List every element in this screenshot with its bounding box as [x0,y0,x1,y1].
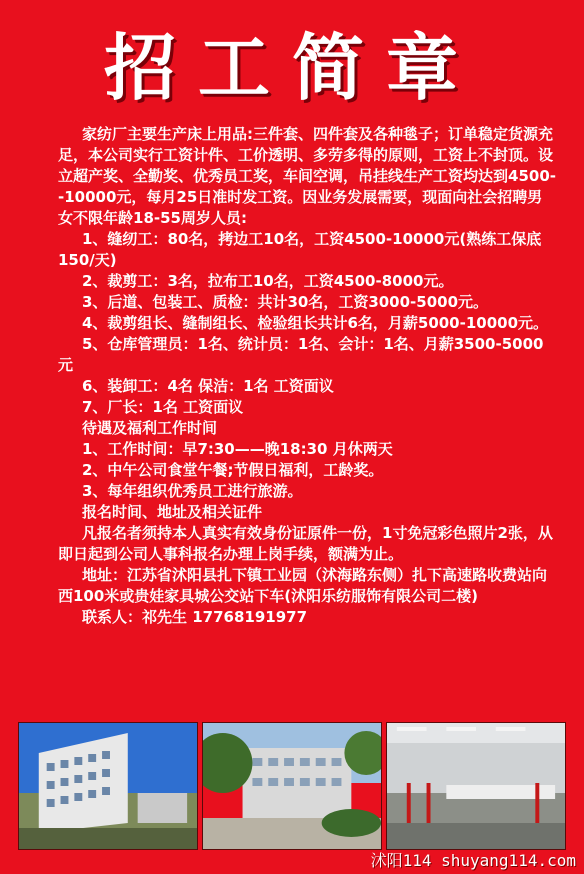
poster-title: 招工简章 [103,26,480,110]
apply-text: 凡报名者须持本人真实有效身份证原件一份，1寸免冠彩色照片2张，从即日起到公司人事科报名办理上岗手续，额满为止。 [58,524,553,563]
factory-yard-photo [202,722,382,850]
intro-paragraph: 家纺厂主要生产床上用品:三件套、四件套及各种毯子；订单稳定货源充足，本公司实行工资计件、工价透明、多劳多得的原则，工资上不封顶。设立超产奖、全勤奖、优秀员工奖，车间空调，吊挂线生产工资均达到4500--10000元，每月25日准时发工资。因业务发展需要，现面向社会招聘男女不限年龄18-55周岁人员: [58,125,556,227]
benefits-heading: 待遇及福利工作时间 [82,419,218,437]
job-item: 1、缝纫工：80名，拷边工10名，工资4500-10000元(熟练工保底150/天) [58,230,542,269]
job-item: 7、厂长：1名 工资面议 [82,398,244,416]
site-watermark: 沭阳114 shuyang114.com [370,851,576,870]
contact-text: 联系人：祁先生 17768191977 [82,608,308,626]
apply-heading: 报名时间、地址及相关证件 [82,503,263,521]
workshop-interior-photo [386,722,566,850]
benefit-item: 3、每年组织优秀员工进行旅游。 [82,482,303,500]
job-item: 2、裁剪工：3名，拉布工10名，工资4500-8000元。 [82,272,454,290]
job-item: 5、仓库管理员：1名、统计员：1名、会计：1名、月薪3500-5000元 [58,335,544,374]
poster-body [58,124,556,628]
benefit-item: 2、中午公司食堂午餐;节假日福利，工龄奖。 [82,461,384,479]
factory-photos [18,722,566,848]
job-item: 4、裁剪组长、缝制组长、检验组长共计6名，月薪5000-10000元。 [82,314,549,332]
factory-building-photo [18,722,198,850]
address-text: 地址：江苏省沭阳县扎下镇工业园（沭海路东侧）扎下高速路收费站向西100米或贵娃家具城公交站下车(沭阳乐纺服饰有限公司二楼) [58,566,548,605]
job-item: 3、后道、包装工、质检：共计30名，工资3000-5000元。 [82,293,489,311]
benefit-item: 1、工作时间：早7:30——晚18:30 月休两天 [82,440,393,458]
job-item: 6、装卸工：4名 保洁：1名 工资面议 [82,377,334,395]
